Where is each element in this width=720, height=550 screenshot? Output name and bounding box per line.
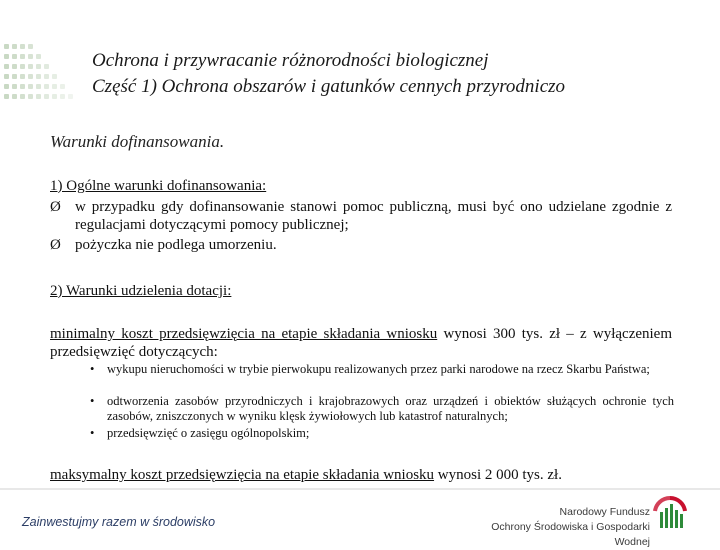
decorative-dot (12, 94, 17, 99)
fund-name (455, 505, 650, 550)
max-cost-underlined: maksymalny koszt przedsięwzięcia na etapie składania wniosku (50, 467, 435, 483)
bullet-icon: • (90, 394, 95, 408)
decorative-dot (4, 74, 9, 79)
decorative-dot (12, 84, 17, 89)
decorative-dot (36, 54, 41, 59)
decorative-dot (4, 84, 9, 89)
decorative-dot (28, 64, 33, 69)
slide-title-line2: Część 1) Ochrona obszarów i gatunków cennych przyrodniczo (92, 76, 566, 97)
decorative-dot (4, 64, 9, 69)
exception-item-text: odtworzenia zasobów przyrodniczych i krajobrazowych oraz urządzeń i obiektów służących ochronie tych zasobów, zniszczonych w wyniku klęsk żywiołowych lub katastrof naturalnych; (107, 394, 674, 423)
decorative-dot (52, 84, 57, 89)
decorative-dot (12, 64, 17, 69)
decorative-dot (44, 64, 49, 69)
exception-item (90, 394, 674, 424)
decorative-dot (4, 54, 9, 59)
max-cost-paragraph (50, 466, 672, 484)
min-cost-underlined: minimalny koszt przedsięwzięcia na etapie składania wniosku (50, 326, 438, 342)
slide-subtitle: Warunki dofinansowania. (50, 132, 225, 151)
bullet-icon: • (90, 426, 95, 440)
decorative-dot (68, 94, 73, 99)
decorative-dot (20, 94, 25, 99)
decorative-dot (36, 74, 41, 79)
decorative-dot (52, 94, 57, 99)
section1-item-text: w przypadku gdy dofinansowanie stanowi pomoc publiczną, musi być ono udzielane zgodnie z regulacjami dotyczącymi pomocy publicznej; (75, 199, 672, 233)
decorative-dot (12, 44, 17, 49)
exception-item (90, 362, 674, 377)
decorative-dot (60, 84, 65, 89)
section2-heading: 2) Warunki udzielenia dotacji: (50, 283, 232, 299)
decorative-dot (20, 84, 25, 89)
decorative-dot (28, 94, 33, 99)
decorative-dot (4, 44, 9, 49)
arrow-bullet-icon: Ø (50, 199, 61, 215)
decorative-dot (44, 84, 49, 89)
decorative-dot-pattern (0, 40, 80, 110)
decorative-dot (20, 44, 25, 49)
decorative-dot (36, 94, 41, 99)
nfosigw-logo-icon (648, 492, 692, 532)
decorative-dot (20, 54, 25, 59)
section1-item (50, 198, 672, 234)
max-cost-rest: wynosi 2 000 tys. zł. (434, 467, 562, 483)
decorative-dot (12, 54, 17, 59)
footer-slogan: Zainwestujmy razem w środowisko (22, 515, 216, 529)
fund-name-line2: Ochrony Środowiska i Gospodarki Wodnej (491, 521, 650, 548)
decorative-dot (52, 74, 57, 79)
fund-name-line1: Narodowy Fundusz (559, 506, 650, 518)
slide-title-line1: Ochrona i przywracanie różnorodności biologicznej (92, 50, 489, 71)
section1-item-text: pożyczka nie podlega umorzeniu. (75, 237, 277, 253)
section1-heading: 1) Ogólne warunki dofinansowania: (50, 178, 267, 194)
decorative-dot (44, 74, 49, 79)
section1-item (50, 236, 672, 254)
decorative-dot (28, 54, 33, 59)
exception-item-text: przedsięwzięć o zasięgu ogólnopolskim; (107, 426, 310, 440)
footer-divider (0, 488, 720, 490)
decorative-dot (44, 94, 49, 99)
decorative-dot (28, 74, 33, 79)
decorative-dot (60, 94, 65, 99)
decorative-dot (20, 64, 25, 69)
bullet-icon: • (90, 362, 95, 376)
slide-title (92, 48, 565, 100)
min-cost-rest: wynosi 300 tys. zł – z wyłączeniem przedsięwzięć dotyczących: (50, 326, 672, 360)
decorative-dot (28, 84, 33, 89)
decorative-dot (36, 64, 41, 69)
exception-item-text: wykupu nieruchomości w trybie pierwokupu realizowanych przez parki narodowe na rzecz Skarbu Państwa; (107, 362, 650, 376)
decorative-dot (28, 44, 33, 49)
arrow-bullet-icon: Ø (50, 237, 61, 253)
decorative-dot (4, 94, 9, 99)
exception-item (90, 426, 674, 441)
min-cost-paragraph (50, 325, 672, 361)
decorative-dot (36, 84, 41, 89)
decorative-dot (12, 74, 17, 79)
decorative-dot (20, 74, 25, 79)
